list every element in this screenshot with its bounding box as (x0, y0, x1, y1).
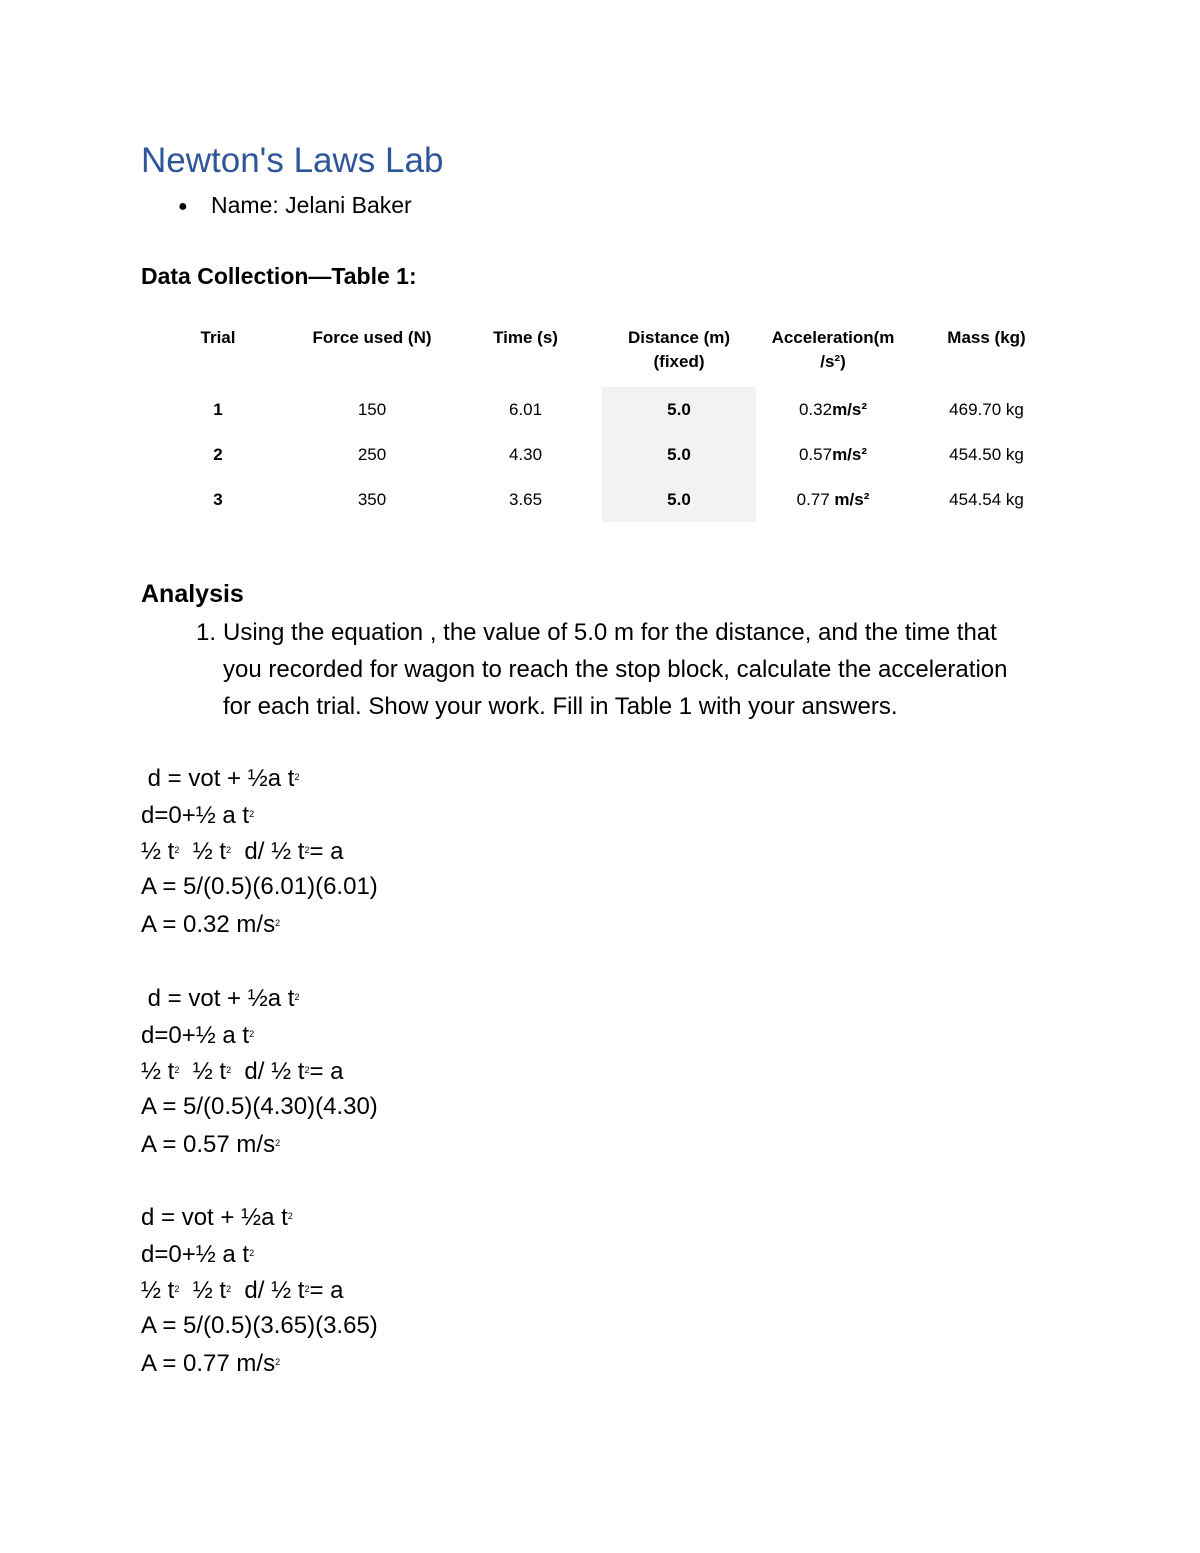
cell-mass: 469.70 kg (949, 399, 1024, 419)
equation-text: ½ t (141, 1277, 175, 1305)
cell-trial: 3 (213, 489, 223, 509)
cell-mass: 454.54 kg (949, 489, 1024, 509)
equation-text: d = vot + ½a t (141, 1204, 288, 1231)
superscript: 2 (275, 1138, 281, 1149)
header-time: Time (s) (493, 328, 558, 347)
work-line (141, 1052, 378, 1089)
cell-distance: 5.0 (602, 477, 756, 522)
work-line (141, 905, 378, 942)
equation-text: = a (309, 1058, 344, 1086)
work-line (141, 1271, 378, 1308)
equation-text: d/ ½ t (231, 1277, 305, 1305)
cell-time: 4.30 (508, 444, 543, 464)
equation-text: d = vot + ½a t (141, 765, 295, 792)
question-1 (196, 614, 1036, 725)
cell-distance: 5.0 (602, 432, 756, 477)
equation-text: ½ t (179, 1277, 227, 1305)
header-acceleration: Acceleration(m /s²) (771, 328, 895, 371)
equation-text: = a (309, 1277, 344, 1305)
equation-text: ½ t (179, 838, 227, 866)
work-line (141, 979, 378, 1016)
equation-text: d/ ½ t (231, 1058, 305, 1086)
cell-force: 250 (357, 444, 387, 464)
superscript: 2 (174, 845, 180, 856)
equation-text: = a (309, 838, 344, 866)
question-text: Using the equation , the value of 5.0 m for the distance, and the time that you recorded for wagon to reach the stop block, calculate the acceleration for each trial. Show your work. Fill in Table 1 with your answers. (223, 619, 1008, 720)
superscript: 2 (226, 845, 232, 856)
work-line (141, 832, 378, 869)
accel-value: 0.32 (798, 399, 833, 419)
superscript: 2 (174, 1284, 180, 1295)
work-line (141, 796, 378, 833)
superscript: 2 (304, 1065, 310, 1076)
header-mass: Mass (kg) (947, 328, 1026, 347)
work-line (141, 1344, 378, 1381)
cell-force: 350 (357, 489, 387, 509)
equation-text: ½ t (179, 1058, 227, 1086)
data-table (141, 315, 1063, 522)
cell-time: 6.01 (508, 399, 543, 419)
work-line (141, 1235, 378, 1272)
superscript: 2 (226, 1065, 232, 1076)
work-line (141, 1198, 378, 1235)
superscript: 2 (304, 1284, 310, 1295)
accel-unit: m/s² (832, 399, 868, 419)
equation-text: A = 0.57 m/s (141, 1131, 276, 1159)
name-list-item (178, 190, 412, 222)
work-line: A = 5/(0.5)(4.30)(4.30) (141, 1092, 378, 1120)
work-line: A = 5/(0.5)(6.01)(6.01) (141, 872, 378, 900)
superscript: 2 (275, 1357, 281, 1368)
superscript: 2 (304, 845, 310, 856)
question-number: 1. (196, 619, 217, 646)
equation-text: d=0+½ a t (141, 801, 250, 829)
table-row (141, 477, 1063, 522)
cell-acceleration (756, 387, 910, 432)
table-row (141, 432, 1063, 477)
cell-time: 3.65 (508, 489, 543, 509)
equation-text: d/ ½ t (231, 838, 305, 866)
accel-unit: m/s² (832, 444, 868, 464)
work-line (141, 759, 378, 796)
accel-value: 0.77 (796, 489, 835, 509)
page-title: Newton's Laws Lab (141, 141, 444, 180)
analysis-heading: Analysis (141, 580, 244, 608)
superscript: 2 (249, 1247, 255, 1258)
equation-text: d=0+½ a t (141, 1240, 250, 1268)
equation-text: ½ t (141, 1058, 175, 1086)
accel-value: 0.57 (798, 444, 833, 464)
header-force: Force used (N) (312, 328, 432, 347)
work-block-1 (141, 759, 378, 942)
cell-acceleration (756, 477, 910, 522)
superscript: 2 (226, 1284, 232, 1295)
work-line (141, 1016, 378, 1053)
student-name: Name: Jelani Baker (211, 192, 412, 218)
cell-acceleration (756, 432, 910, 477)
equation-text: d = vot + ½a t (141, 985, 295, 1012)
equation-text: A = 0.32 m/s (141, 911, 276, 939)
work-line: A = 5/(0.5)(3.65)(3.65) (141, 1311, 378, 1339)
cell-mass: 454.50 kg (949, 444, 1024, 464)
superscript: 2 (294, 992, 300, 1002)
superscript: 2 (275, 918, 281, 929)
equation-text: ½ t (141, 838, 175, 866)
data-collection-heading: Data Collection—Table 1: (141, 263, 417, 289)
bullet-icon: ● (178, 198, 188, 215)
accel-unit: m/s² (834, 489, 870, 509)
header-distance: Distance (m) (fixed) (602, 315, 756, 387)
work-line (141, 1125, 378, 1162)
work-block-2 (141, 979, 378, 1162)
equation-text: A = 0.77 m/s (141, 1350, 276, 1378)
table-header-row (141, 315, 1063, 387)
cell-force: 150 (357, 399, 387, 419)
equation-text: d=0+½ a t (141, 1021, 250, 1049)
superscript: 2 (287, 1211, 293, 1221)
superscript: 2 (249, 1028, 255, 1039)
cell-trial: 1 (213, 399, 223, 419)
superscript: 2 (174, 1065, 180, 1076)
superscript: 2 (249, 808, 255, 819)
table-row (141, 387, 1063, 432)
superscript: 2 (294, 772, 300, 782)
header-trial: Trial (200, 328, 236, 347)
cell-trial: 2 (213, 444, 223, 464)
cell-distance: 5.0 (602, 387, 756, 432)
work-block-3 (141, 1198, 378, 1381)
